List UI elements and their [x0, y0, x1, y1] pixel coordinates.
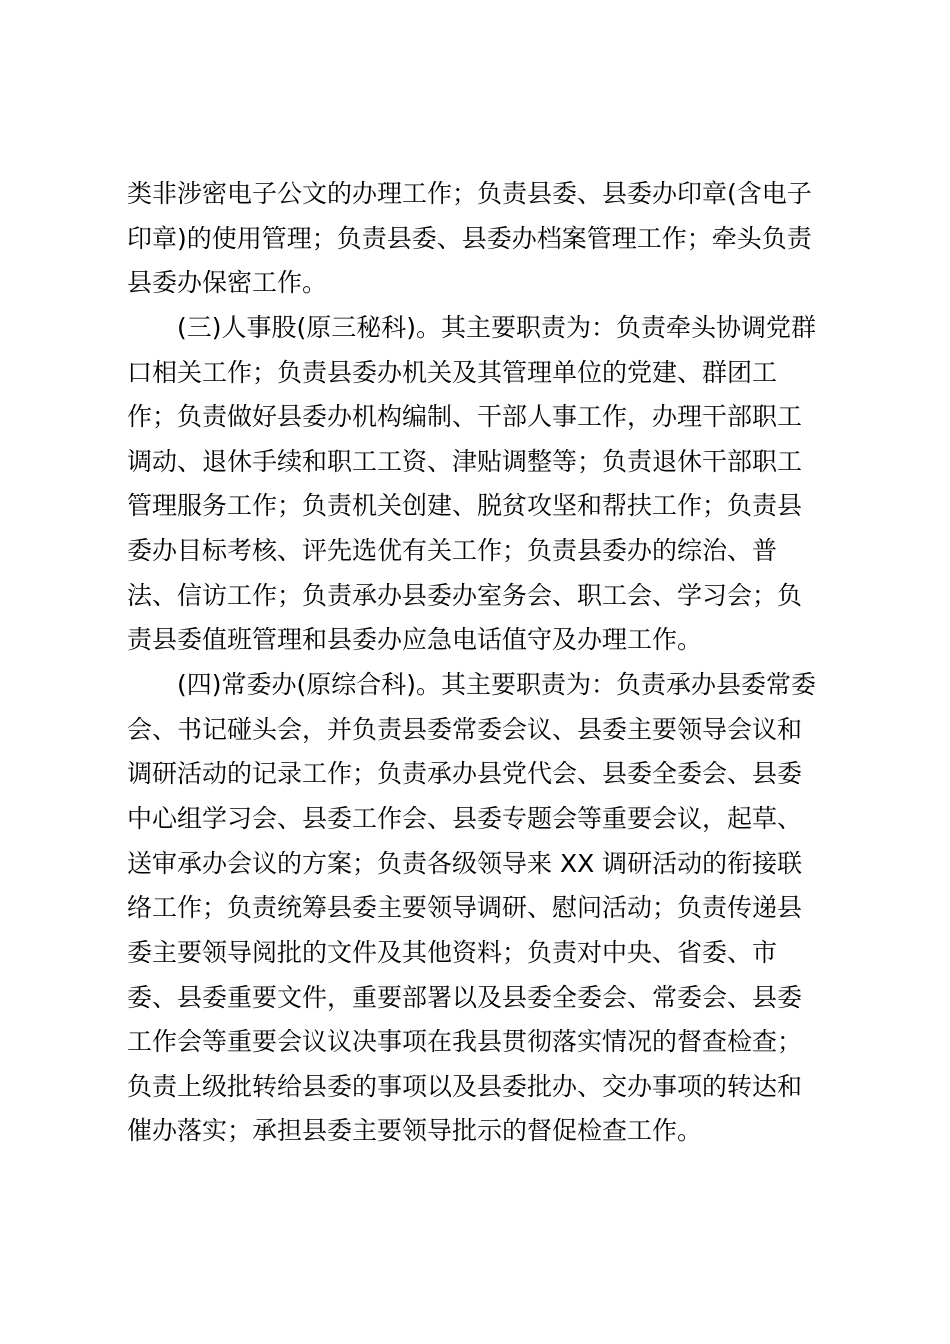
text-line: 委主要领导阅批的文件及其他资料；负责对中央、省委、市 [127, 937, 778, 967]
text-line: 送审承办会议的方案；负责各级领导来 XX 调研活动的衔接联 [127, 848, 803, 878]
text-line: 类非涉密电子公文的办理工作；负责县委、县委办印章(含电子 [127, 179, 812, 208]
text-line: 会、书记碰头会，并负责县委常委会议、县委主要领导会议和 [127, 714, 803, 744]
text-line: 调研活动的记录工作；负责承办县党代会、县委全委会、县委 [127, 759, 803, 789]
text-line: 调动、退休手续和职工工资、津贴调整等；负责退休干部职工 [127, 446, 803, 476]
text-line: 负责上级批转给县委的事项以及县委批办、交办事项的转达和 [127, 1071, 803, 1101]
text-line: 印章)的使用管理；负责县委、县委办档案管理工作；牵头负责 [127, 223, 812, 253]
text-line: 作；负责做好县委办机构编制、干部人事工作，办理干部职工 [127, 402, 803, 432]
document-body [127, 172, 827, 1154]
text-line: 法、信访工作；负责承办县委办室务会、职工会、学习会；负 [127, 580, 803, 610]
text-line: 口相关工作；负责县委办机关及其管理单位的党建、群团工 [127, 357, 778, 387]
paragraph-continued-duties [127, 172, 827, 306]
paragraph-standing-committee-office [127, 663, 827, 1154]
text-line: 中心组学习会、县委工作会、县委专题会等重要会议，起草、 [127, 803, 803, 833]
text-line: (四)常委办(原综合科)。其主要职责为：负责承办县委常委 [177, 670, 817, 700]
text-line: 工作会等重要会议议决事项在我县贯彻落实情况的督查检查； [127, 1027, 803, 1057]
text-line: 络工作；负责统筹县委主要领导调研、慰问活动；负责传递县 [127, 893, 803, 923]
text-line: (三)人事股(原三秘科)。其主要职责为：负责牵头协调党群 [177, 312, 817, 342]
text-line: 责县委值班管理和县委办应急电话值守及办理工作。 [127, 625, 703, 655]
text-line: 催办落实；承担县委主要领导批示的督促检查工作。 [127, 1116, 703, 1146]
text-line: 委办目标考核、评先选优有关工作；负责县委办的综治、普 [127, 536, 778, 566]
paragraph-personnel-section [127, 306, 827, 663]
text-line: 管理服务工作；负责机关创建、脱贫攻坚和帮扶工作；负责县 [127, 491, 803, 521]
text-line: 县委办保密工作。 [127, 268, 328, 298]
text-line: 委、县委重要文件，重要部署以及县委全委会、常委会、县委 [127, 982, 803, 1012]
